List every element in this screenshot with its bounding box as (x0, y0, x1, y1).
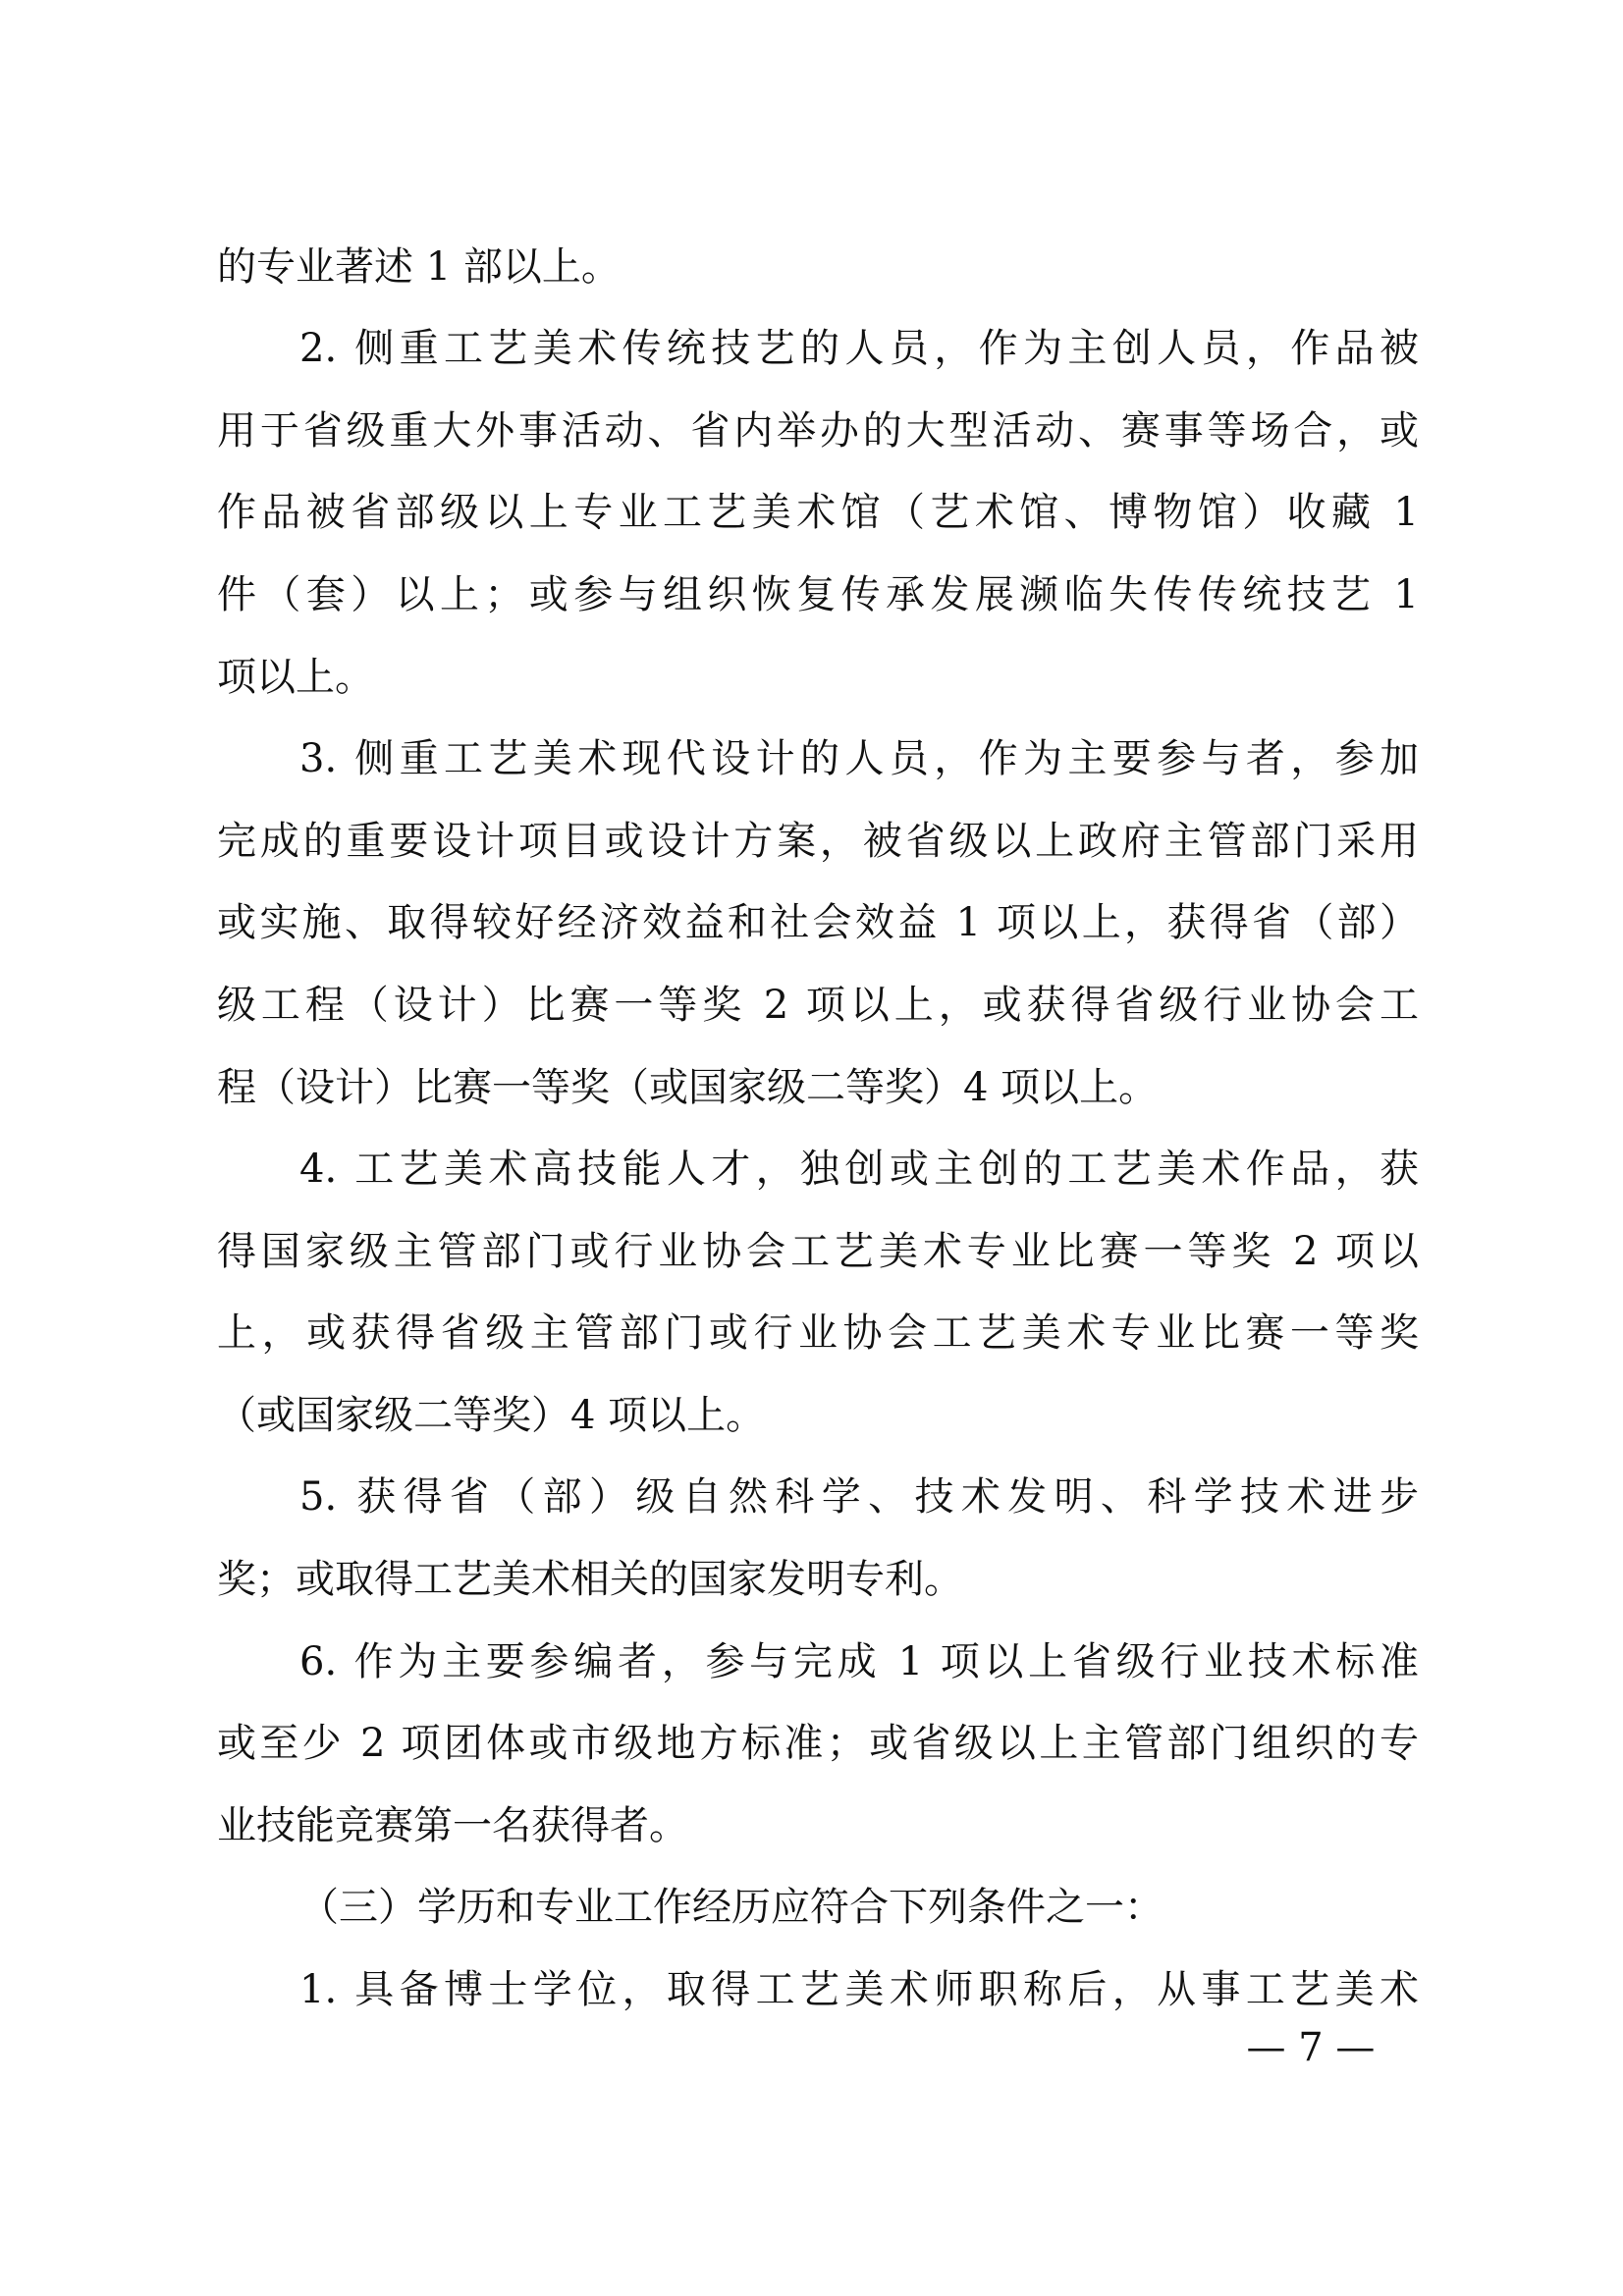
text-line-9: 或实施、取得较好经济效益和社会效益 1 项以上，获得省（部） (217, 900, 1419, 945)
text-line-18: 6. 作为主要参编者，参与完成 1 项以上省级行业技术标准 (299, 1639, 1419, 1684)
text-line-11: 程（设计）比赛一等奖（或国家级二等奖）4 项以上。 (217, 1065, 1159, 1110)
text-line-3: 用于省级重大外事活动、省内举办的大型活动、赛事等场合，或 (217, 408, 1419, 454)
text-line-4: 作品被省部级以上专业工艺美术馆（艺术馆、博物馆）收藏 1 (217, 490, 1419, 535)
text-line-1: 的专业著述 1 部以上。 (217, 244, 621, 290)
text-line-15: （或国家级二等奖）4 项以上。 (217, 1393, 766, 1438)
text-line-17: 奖；或取得工艺美术相关的国家发明专利。 (217, 1557, 963, 1602)
text-line-8: 完成的重要设计项目或设计方案，被省级以上政府主管部门采用 (217, 819, 1419, 864)
text-line-22: 1. 具备博士学位，取得工艺美术师职称后，从事工艺美术 (299, 1967, 1419, 2012)
text-line-13: 得国家级主管部门或行业协会工艺美术专业比赛一等奖 2 项以 (217, 1229, 1419, 1274)
text-line-19: 或至少 2 项团体或市级地方标准；或省级以上主管部门组织的专 (217, 1721, 1419, 1766)
text-line-2: 2. 侧重工艺美术传统技艺的人员，作为主创人员，作品被 (299, 326, 1419, 371)
text-line-21: （三）学历和专业工作经历应符合下列条件之一： (299, 1885, 1163, 1930)
text-line-16: 5. 获得省（部）级自然科学、技术发明、科学技术进步 (299, 1474, 1419, 1520)
text-line-10: 级工程（设计）比赛一等奖 2 项以上，或获得省级行业协会工 (217, 983, 1419, 1028)
text-line-12: 4. 工艺美术高技能人才，独创或主创的工艺美术作品，获 (299, 1147, 1419, 1192)
text-line-7: 3. 侧重工艺美术现代设计的人员，作为主要参与者，参加 (299, 736, 1419, 781)
text-line-6: 项以上。 (217, 655, 374, 700)
text-line-20: 业技能竞赛第一名获得者。 (217, 1803, 688, 1848)
text-line-5: 件（套）以上；或参与组织恢复传承发展濒临失传传统技艺 1 (217, 572, 1419, 617)
text-line-14: 上，或获得省级主管部门或行业协会工艺美术专业比赛一等奖 (217, 1310, 1419, 1356)
page-number: — 7 — (1246, 2025, 1376, 2070)
